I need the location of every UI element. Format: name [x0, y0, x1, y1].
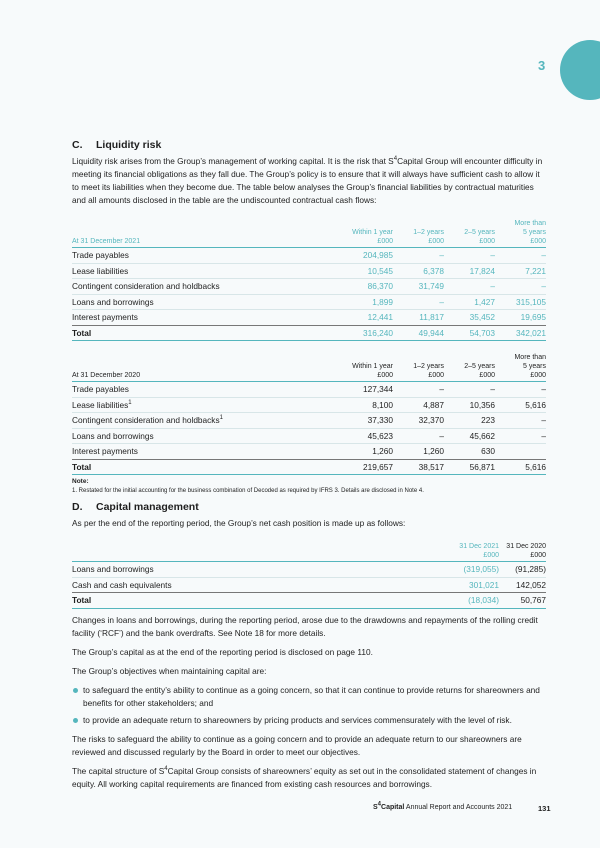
cell-value: –	[495, 413, 546, 429]
page-number: 131	[538, 804, 551, 813]
cell-value: 19,695	[495, 310, 546, 326]
list-item	[72, 684, 546, 710]
total-value: 54,703	[444, 325, 495, 341]
cell-value: 11,817	[393, 310, 444, 326]
liquidity-table-2021	[72, 219, 546, 341]
cell-value: –	[495, 248, 546, 264]
header-text: 31 Dec 2021	[459, 543, 499, 550]
header-line: At 31 December 2020	[72, 372, 141, 379]
cell-value: 630	[444, 444, 495, 460]
objectives-list	[72, 684, 546, 727]
total-row	[72, 325, 546, 341]
section-title: Liquidity risk	[96, 139, 162, 151]
bullet-icon	[73, 688, 78, 693]
table-row	[72, 397, 546, 413]
header-column	[393, 219, 444, 248]
header-line: £000	[479, 238, 495, 245]
text: Capital Group will encounter difficulty in meeting its financial obligations as they fall due. The Group’s policy is to ensure that it will always have sufficient cash to allow it to meet its liabilities when they become due. The table below analyses the Group’s financial liabilities by contractual maturities and all amounts disclosed in the table are the undiscounted contractual cash flows:	[72, 156, 543, 205]
table-row	[72, 248, 546, 264]
header-line: 1–2 years	[413, 363, 444, 370]
header-label	[72, 542, 452, 562]
cell-value: 10,356	[444, 397, 495, 413]
cell-value: 35,452	[444, 310, 495, 326]
row-label	[72, 279, 342, 295]
row-label-text: Contingent consideration and holdbacks	[72, 415, 220, 426]
header-line: More than	[514, 354, 546, 361]
header-text: 31 Dec 2020	[506, 543, 546, 550]
cell-value: 1,260	[393, 444, 444, 460]
cell-value: 10,545	[342, 263, 393, 279]
cell-value: 86,370	[342, 279, 393, 295]
table-row	[72, 263, 546, 279]
structure-paragraph	[72, 765, 546, 791]
header-line: More than	[514, 220, 546, 227]
header-date	[72, 353, 342, 382]
row-label-text: Contingent consideration and holdbacks	[72, 281, 220, 292]
header-line: £000	[428, 238, 444, 245]
total-value: 5,616	[495, 459, 546, 475]
page-content	[72, 139, 546, 797]
cell-value: –	[444, 382, 495, 398]
header-2020	[499, 542, 546, 562]
header-column	[444, 353, 495, 382]
cell-value: –	[393, 382, 444, 398]
header-line: £000	[530, 238, 546, 245]
total-row	[72, 593, 546, 609]
row-label-text: Loans and borrowings	[72, 296, 154, 307]
brand-logo	[373, 801, 405, 811]
note-text: 1. Restated for the initial accounting for the business combination of Decoded as required by IFRS 3. Details are disclosed in Note 4.	[72, 488, 424, 494]
objectives-paragraph: The Group’s objectives when maintaining capital are:	[72, 665, 267, 676]
table-header-row	[72, 353, 546, 382]
header-unit: £000	[483, 552, 499, 559]
superscript: 4	[164, 765, 168, 772]
header-line: 2–5 years	[464, 363, 495, 370]
section-d-heading	[72, 501, 546, 513]
header-line: Within 1 year	[352, 363, 393, 370]
section-letter: C.	[72, 139, 83, 151]
list-item-text: to safeguard the entity’s ability to continue as a going concern, so that it can continue to provide returns for shareowners and benefits for other stakeholders; and	[83, 684, 540, 708]
row-label	[72, 413, 342, 429]
header-column	[444, 219, 495, 248]
risks-paragraph: The risks to safeguard the ability to continue as a going concern and to provide an adequate return to our shareowners are reviewed and discussed regularly by the Board in order to meet our objectives.	[72, 733, 522, 757]
text: Liquidity risk arises from the Group’s management of working capital. It is the risk that S	[72, 156, 394, 166]
total-value: 56,871	[444, 459, 495, 475]
row-label	[72, 428, 342, 444]
row-label-text: Lease liabilities	[72, 265, 129, 276]
header-line: £000	[377, 372, 393, 379]
header-line: £000	[530, 372, 546, 379]
table-row	[72, 382, 546, 398]
chapter-tab-marker	[560, 40, 600, 100]
section-c-heading	[72, 139, 546, 151]
row-label	[72, 263, 342, 279]
cell-value: 4,887	[393, 397, 444, 413]
page-footer	[373, 801, 551, 813]
row-label	[72, 248, 342, 264]
note-title: Note:	[72, 478, 89, 485]
table-row	[72, 562, 546, 578]
cell-value: –	[495, 428, 546, 444]
cell-value: –	[393, 428, 444, 444]
bullet-icon	[73, 718, 78, 723]
section-title: Capital management	[96, 501, 199, 513]
row-label-text: Lease liabilities	[72, 399, 129, 410]
table-header-row	[72, 219, 546, 248]
row-label: Loans and borrowings	[72, 562, 452, 578]
superscript: 4	[393, 156, 398, 163]
chapter-number: 3	[538, 58, 546, 73]
row-label-text: Interest payments	[72, 312, 138, 323]
row-label-text: Trade payables	[72, 384, 129, 395]
cell-value: 1,260	[342, 444, 393, 460]
row-label: Total	[72, 593, 452, 609]
cell-value: 45,662	[444, 428, 495, 444]
table-header-row	[72, 542, 546, 562]
cell-value: –	[393, 248, 444, 264]
footnote-marker: 1	[128, 399, 132, 406]
cell-value: 12,441	[342, 310, 393, 326]
total-value: 316,240	[342, 325, 393, 341]
cell-value: 32,370	[393, 413, 444, 429]
header-line: Within 1 year	[352, 229, 393, 236]
section-letter: D.	[72, 501, 83, 513]
header-2021	[452, 542, 499, 562]
table-row	[72, 577, 546, 593]
table-row	[72, 310, 546, 326]
header-line: 1–2 years	[413, 229, 444, 236]
capital-paragraph: The Group’s capital as at the end of the reporting period is disclosed on page 110.	[72, 646, 373, 657]
total-value: 38,517	[393, 459, 444, 475]
header-column	[342, 353, 393, 382]
footnote-marker: 1	[219, 415, 223, 422]
brand-sup: 4	[377, 801, 382, 808]
row-label-text: Trade payables	[72, 250, 129, 261]
text: The capital structure of S	[72, 765, 165, 776]
list-item	[72, 714, 546, 727]
text: Capital Group consists of shareowners’ equity as set out in the consolidated statement of changes in equity. All working capital requirements are financed from existing cash resources and borrowings.	[72, 765, 537, 789]
header-column	[393, 353, 444, 382]
value-2021: 301,021	[452, 577, 499, 593]
header-line: £000	[428, 372, 444, 379]
header-line: £000	[377, 238, 393, 245]
total-row	[72, 459, 546, 475]
cell-value: 6,378	[393, 263, 444, 279]
cell-value: 315,105	[495, 294, 546, 310]
value-2020: 50,767	[499, 593, 546, 609]
brand-text: Capital	[381, 804, 405, 811]
cell-value: 1,899	[342, 294, 393, 310]
cell-value: –	[495, 382, 546, 398]
value-2020: 142,052	[499, 577, 546, 593]
cell-value: 204,985	[342, 248, 393, 264]
table-row	[72, 444, 546, 460]
liquidity-table-2020	[72, 353, 546, 475]
cell-value: 5,616	[495, 397, 546, 413]
capital-intro: As per the end of the reporting period, the Group’s net cash position is made up as follows:	[72, 518, 406, 528]
header-line: At 31 December 2021	[72, 238, 141, 245]
list-item-text: to provide an adequate return to shareowners by pricing products and services commensurately with the level of risk.	[83, 714, 512, 725]
table-row	[72, 413, 546, 429]
total-value: 219,657	[342, 459, 393, 475]
cell-value: 1,427	[444, 294, 495, 310]
row-label	[72, 444, 342, 460]
row-label: Cash and cash equivalents	[72, 577, 452, 593]
cell-value: –	[393, 294, 444, 310]
cell-value: 8,100	[342, 397, 393, 413]
table-row	[72, 428, 546, 444]
total-value: 49,944	[393, 325, 444, 341]
header-column	[495, 219, 546, 248]
header-line: £000	[479, 372, 495, 379]
total-value: 342,021	[495, 325, 546, 341]
changes-paragraph: Changes in loans and borrowings, during the reporting period, arose due to the drawdowns and repayments of the rolling credit facility (‘RCF’) and the bank overdrafts. See Note 18 for more details.	[72, 614, 538, 638]
report-title: Annual Report and Accounts 2021	[404, 804, 513, 811]
cell-value: 7,221	[495, 263, 546, 279]
cell-value: 31,749	[393, 279, 444, 295]
row-label-text: Loans and borrowings	[72, 430, 154, 441]
header-unit: £000	[530, 552, 546, 559]
row-label: Total	[72, 325, 342, 341]
row-label	[72, 397, 342, 413]
header-line: 5 years	[523, 229, 546, 236]
cell-value	[495, 444, 546, 460]
header-column	[495, 353, 546, 382]
value-2021: (319,055)	[452, 562, 499, 578]
cell-value: 127,344	[342, 382, 393, 398]
brand-s: S	[373, 804, 378, 811]
table-row	[72, 279, 546, 295]
row-label-text: Interest payments	[72, 446, 138, 457]
row-label	[72, 382, 342, 398]
cell-value: –	[444, 279, 495, 295]
net-cash-table	[72, 542, 546, 609]
header-line: 5 years	[523, 363, 546, 370]
header-date	[72, 219, 342, 248]
cell-value: 45,623	[342, 428, 393, 444]
cell-value: 37,330	[342, 413, 393, 429]
header-line: 2–5 years	[464, 229, 495, 236]
row-label	[72, 294, 342, 310]
cell-value: –	[495, 279, 546, 295]
value-2020: (91,285)	[499, 562, 546, 578]
header-column	[342, 219, 393, 248]
table-row	[72, 294, 546, 310]
cell-value: 17,824	[444, 263, 495, 279]
liquidity-intro	[72, 155, 546, 207]
value-2021: (18,034)	[452, 593, 499, 609]
cell-value: 223	[444, 413, 495, 429]
row-label	[72, 310, 342, 326]
cell-value: –	[444, 248, 495, 264]
row-label: Total	[72, 459, 342, 475]
